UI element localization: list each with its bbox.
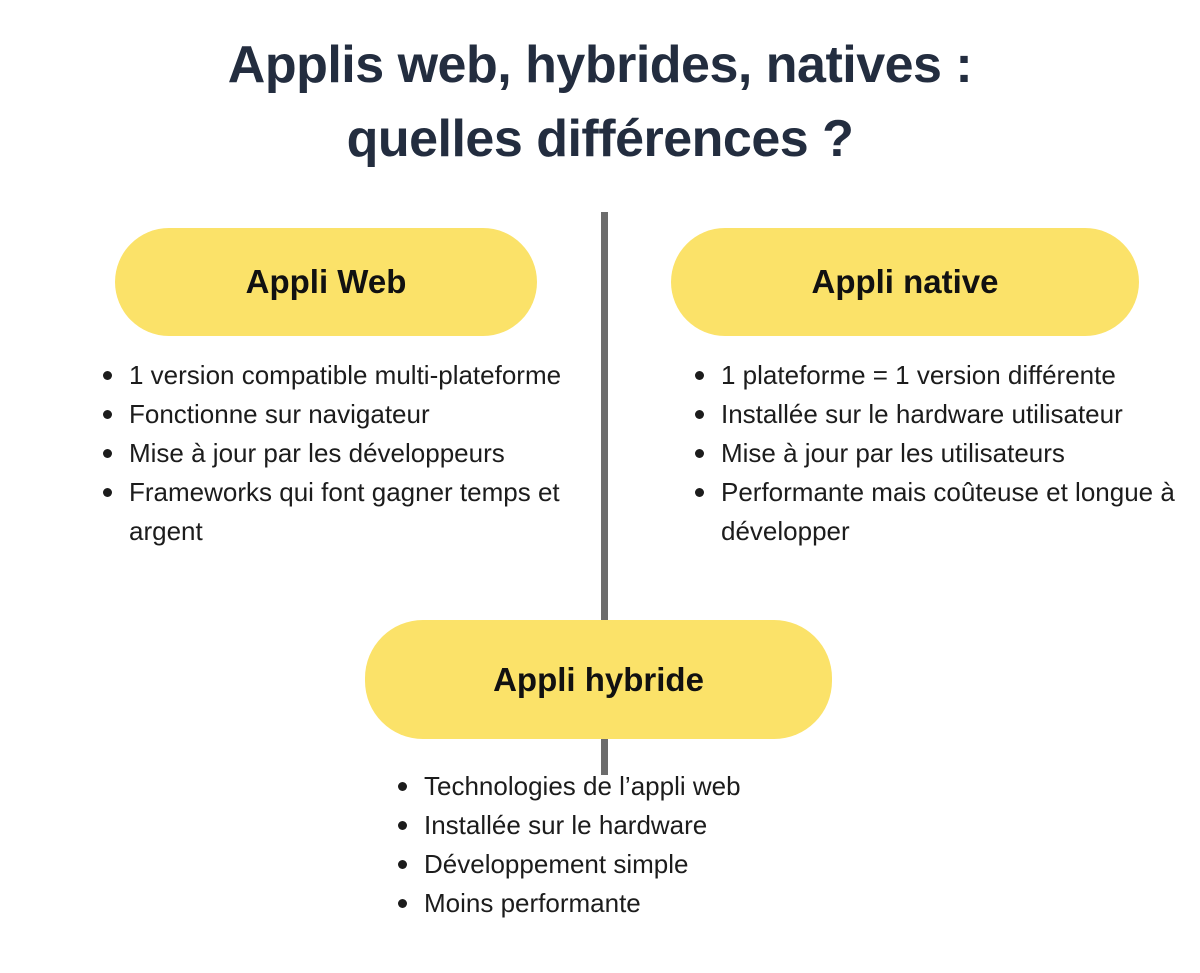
card-header-appli-web-label: Appli Web [245,263,407,300]
list-item: Mise à jour par les développeurs [101,434,563,473]
card-header-appli-hybride-label: Appli hybride [493,660,704,698]
page-title-line1: Applis web, hybrides, natives : [227,36,973,94]
card-header-appli-native-label: Appli native [811,263,999,300]
card-header-appli-native [671,228,1139,336]
list-item: Performante mais coûteuse et longue à développer [693,473,1180,551]
page-title-line2: quelles différences ? [346,110,854,168]
list-item: Installée sur le hardware utilisateur [693,395,1180,434]
list-item: 1 plateforme = 1 version différente [693,356,1180,395]
appli-native-feature-list [693,356,1180,551]
list-item: Développement simple [396,845,816,884]
list-item: Fonctionne sur navigateur [101,395,563,434]
appli-web-feature-list [101,356,563,551]
card-header-appli-hybride [365,620,832,739]
card-header-appli-web [115,228,537,336]
list-item: Technologies de l’appli web [396,767,816,806]
appli-hybride-feature-list [396,767,816,923]
page-title [0,28,1200,176]
list-item: Mise à jour par les utilisateurs [693,434,1180,473]
list-item: Frameworks qui font gagner temps et argent [101,473,563,551]
list-item: 1 version compatible multi-plateforme [101,356,563,395]
list-item: Moins performante [396,884,816,923]
list-item: Installée sur le hardware [396,806,816,845]
